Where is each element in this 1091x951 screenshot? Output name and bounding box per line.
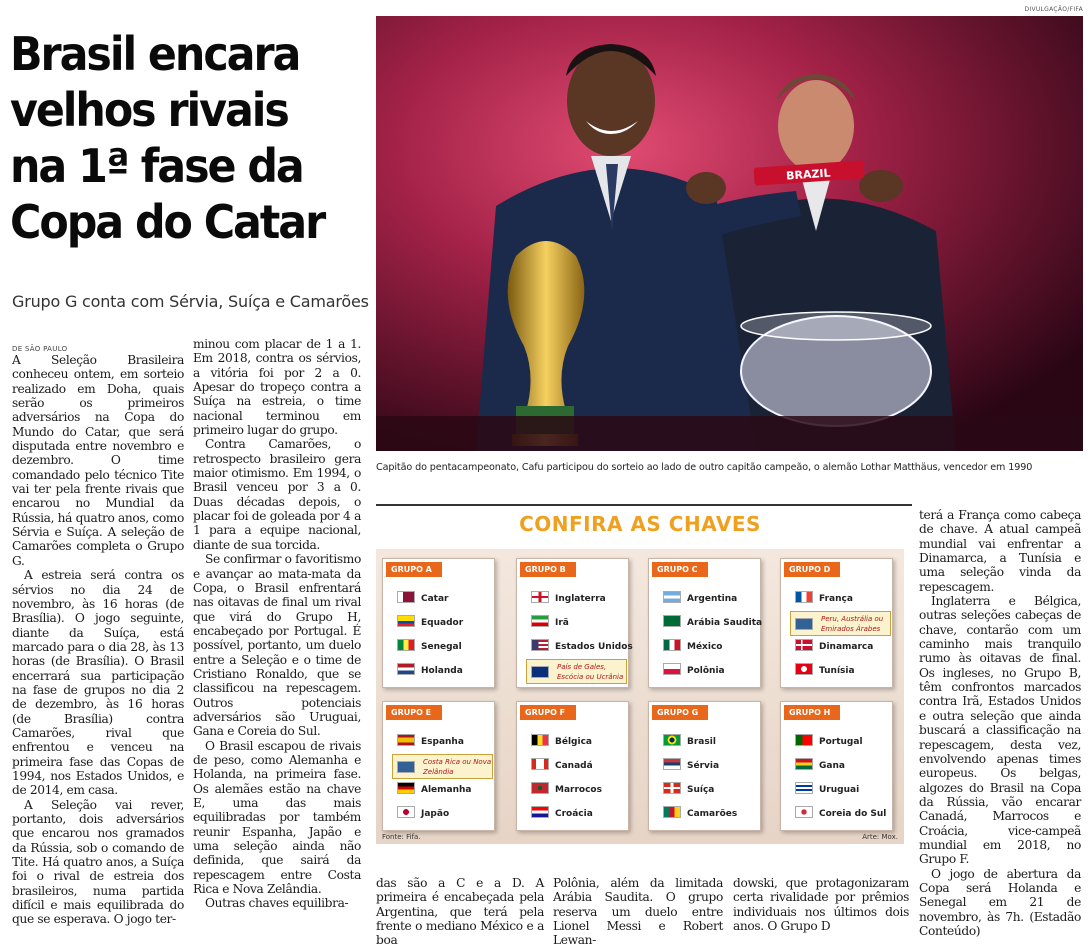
france-flag-icon bbox=[795, 591, 813, 603]
team-name: Peru, Austrália ou Emirados Árabes bbox=[821, 615, 884, 633]
graphic-title: CONFIRA AS CHAVES bbox=[519, 512, 761, 536]
subheadline: Grupo G conta com Sérvia, Suíça e Camarões bbox=[12, 292, 369, 311]
article-column-5 bbox=[733, 876, 909, 933]
team-name: França bbox=[819, 594, 853, 604]
team-row bbox=[663, 782, 714, 796]
group-name: GRUPO C bbox=[652, 562, 708, 577]
iran-flag-icon bbox=[531, 615, 549, 627]
poland-flag-icon bbox=[663, 663, 681, 675]
team-row bbox=[795, 591, 853, 605]
team-row bbox=[663, 663, 725, 677]
graphic-source: Fonte: Fifa. bbox=[382, 833, 421, 841]
croatia-flag-icon bbox=[531, 806, 549, 818]
team-name: Arábia Saudita bbox=[687, 618, 763, 628]
morocco-flag-icon bbox=[531, 782, 549, 794]
graphic-art-credit: Arte: Mox. bbox=[862, 833, 898, 841]
team-name: Dinamarca bbox=[819, 642, 874, 652]
group-card bbox=[382, 558, 495, 688]
ticket-text: BRAZIL bbox=[785, 166, 831, 183]
groups-graphic bbox=[376, 549, 904, 844]
team-row bbox=[397, 806, 449, 820]
paragraph: O jogo de abertura da Copa será Holanda e Senegal em 21 de novembro, às 7h. (Estadão Conteúdo) bbox=[919, 866, 1081, 938]
group-name: GRUPO H bbox=[784, 705, 840, 720]
uefa-flag-icon bbox=[531, 666, 549, 678]
team-name: Suíça bbox=[687, 785, 715, 795]
paragraph: O Brasil escapou de rivais de peso, como Alemanha e Holanda, na primeira fase. Os alemães estão na chave E, uma das mais equilibradas por também reunir Espanha, Japão e uma seleção ainda não definida, que sairá da repescagem entre Costa Rica e Nova Zelândia. bbox=[193, 738, 361, 897]
team-row bbox=[531, 806, 593, 820]
belgium-flag-icon bbox=[531, 734, 549, 746]
headline-line: Brasil encara bbox=[10, 27, 300, 81]
team-row bbox=[397, 734, 464, 748]
spain-flag-icon bbox=[397, 734, 415, 746]
article-column-4 bbox=[553, 876, 723, 948]
team-name: Brasil bbox=[687, 737, 716, 747]
group-card bbox=[516, 701, 629, 831]
ecuador-flag-icon bbox=[397, 615, 415, 627]
headline-line: Copa do Catar bbox=[10, 195, 325, 249]
team-name: Camarões bbox=[687, 809, 738, 819]
group-card bbox=[780, 701, 893, 831]
team-row bbox=[663, 758, 719, 772]
team-name: Japão bbox=[421, 809, 450, 819]
paragraph: A estreia será contra os sérvios no dia 24 de novembro, às 16 horas (de Brasília). O jogo seguinte, diante da Suíça, está marcado para o dia 28, às 13 horas (de Brasília). O Brasil encerrará sua participação na fase de grupos no dia 2 de dezembro, às 16 horas (de Brasília) contra Camarões, rival que enfrentou e venceu na primeira fase das Copas de 1994, nos Estados Unidos, e de 2014, em casa. bbox=[12, 568, 184, 798]
team-row bbox=[795, 663, 855, 677]
korea-flag-icon bbox=[795, 806, 813, 818]
team-name: Marrocos bbox=[555, 785, 602, 795]
photo-caption: Capitão do pentacampeonato, Cafu participou do sorteio ao lado de outro capitão campeão, o alemão Lothar Matthäus, vencedor em 1990 bbox=[376, 462, 1033, 473]
team-name: Alemanha bbox=[421, 785, 472, 795]
paragraph: A Seleção Brasileira conheceu ontem, em sorteio realizado em Doha, quais serão os primeiros adversários na Copa do Mundo do Catar, que será disputada entre novembro e dezembro. O time comandado pelo técnico Tite vai ter pela frente rivais que encarou no Mundial da Rússia, há quatro anos, como Sérvia e Suíça. A seleção de Camarões completa o Grupo G. bbox=[12, 353, 185, 568]
photo-illustration bbox=[376, 16, 1083, 451]
paragraph: Inglaterra e Bélgica, outras seleções cabeças de chave, contarão com um caminho mais tranquilo rumo às oitavas de final. Os ingleses, no Grupo B, têm confrontos marcados contra Irã, Estados Unidos e outra seleção que ainda buscará a classificação na repescagem, desta vez, envolvendo apenas times europeus. Os belgas, algozes do Brasil na Copa da Rússia, vão encarar Canadá, Marrocos e Croácia, vice-campeã mundial em 2018, no Grupo F. bbox=[919, 594, 1081, 867]
group-card bbox=[780, 558, 893, 688]
canada-flag-icon bbox=[531, 758, 549, 770]
denmark-flag-icon bbox=[795, 639, 813, 651]
group-card bbox=[648, 558, 761, 688]
fifa-flag-icon bbox=[795, 618, 813, 630]
uruguay-flag-icon bbox=[795, 782, 813, 794]
team-name: Costa Rica ou Nova Zelândia bbox=[423, 758, 492, 776]
team-name: México bbox=[687, 642, 723, 652]
paragraph: das são a C e a D. A primeira é encabeçada pela Argentina, que terá pela frente o mediano México e a boa bbox=[376, 876, 544, 948]
team-name: Croácia bbox=[555, 809, 593, 819]
team-name: Estados Unidos bbox=[555, 642, 633, 652]
mexico-flag-icon bbox=[663, 639, 681, 651]
article-column-3 bbox=[376, 876, 544, 948]
team-row bbox=[397, 591, 449, 605]
netherlands-flag-icon bbox=[397, 663, 415, 675]
group-card bbox=[516, 558, 633, 688]
team-name: Equador bbox=[421, 618, 464, 628]
team-name: Tunísia bbox=[819, 666, 855, 676]
team-row bbox=[531, 782, 602, 796]
article-column-6 bbox=[919, 508, 1081, 938]
team-row bbox=[663, 639, 722, 653]
team-name: Gana bbox=[819, 761, 845, 771]
team-row bbox=[663, 591, 737, 605]
article-column-2 bbox=[193, 337, 361, 911]
group-name: GRUPO E bbox=[386, 705, 442, 720]
saudi-flag-icon bbox=[663, 615, 681, 627]
group-name: GRUPO B bbox=[520, 562, 576, 577]
team-row bbox=[397, 639, 462, 653]
team-name: Portugal bbox=[819, 737, 863, 747]
section-rule bbox=[376, 504, 912, 506]
group-name: GRUPO A bbox=[386, 562, 442, 577]
switzerland-flag-icon bbox=[663, 782, 681, 794]
ghana-flag-icon bbox=[795, 758, 813, 770]
team-name: Bélgica bbox=[555, 737, 592, 747]
tunisia-flag-icon bbox=[795, 663, 813, 675]
team-row bbox=[663, 734, 716, 748]
playoff-team-slot bbox=[392, 754, 493, 779]
team-row bbox=[795, 639, 873, 653]
team-name: Irã bbox=[555, 618, 569, 628]
portugal-flag-icon bbox=[795, 734, 813, 746]
group-name: GRUPO G bbox=[652, 705, 708, 720]
team-name: Holanda bbox=[421, 666, 463, 676]
serbia-flag-icon bbox=[663, 758, 681, 770]
team-row bbox=[531, 639, 633, 653]
team-row bbox=[531, 758, 593, 772]
team-name: Polônia bbox=[687, 666, 725, 676]
playoff-team-slot bbox=[790, 611, 891, 636]
headline bbox=[10, 26, 340, 250]
byline: DE SÃO PAULO bbox=[12, 345, 68, 353]
brazil-flag-icon bbox=[663, 734, 681, 746]
paragraph: A Seleção vai rever, portanto, dois adversários que encarou nos gramados da Rússia, sob o comando de Tite. Há quatro anos, a Suíça foi o rival de estreia dos brasileiros, numa partida difícil e mais equilibrada do que se esperava. O jogo ter- bbox=[12, 797, 184, 927]
team-name: Coreia do Sul bbox=[819, 809, 887, 819]
team-name: Catar bbox=[421, 594, 449, 604]
playoff-team-slot bbox=[526, 659, 627, 684]
team-row bbox=[531, 615, 569, 629]
paragraph: Outras chaves equilibra- bbox=[205, 896, 349, 911]
team-name: Canadá bbox=[555, 761, 593, 771]
article-column-1 bbox=[12, 353, 184, 927]
usa-flag-icon bbox=[531, 639, 549, 651]
team-name: Sérvia bbox=[687, 761, 720, 771]
team-name: País de Gales, Escócia ou Ucrânia bbox=[557, 663, 624, 681]
photo-credit: DIVULGAÇÃO/FIFA bbox=[1024, 6, 1083, 13]
headline-line: velhos rivais bbox=[10, 83, 288, 137]
paragraph: terá a França como cabeça de chave. A atual campeã mundial vai enfrentar a Dinamarca, a Tunísia e uma seleção vinda da repescagem. bbox=[919, 508, 1081, 594]
team-name: Inglaterra bbox=[555, 594, 606, 604]
fifa-flag-icon bbox=[397, 761, 415, 773]
senegal-flag-icon bbox=[397, 639, 415, 651]
team-row bbox=[663, 806, 737, 820]
draw-ceremony-photo bbox=[376, 16, 1083, 451]
group-name: GRUPO D bbox=[784, 562, 840, 577]
group-card bbox=[382, 701, 495, 831]
team-row bbox=[397, 615, 463, 629]
paragraph: Se confirmar o favoritismo e avançar ao mata-mata da Copa, o Brasil enfrentará nas oitavas de final um rival que virá do Grupo H, encabeçado por Portugal. É possível, portanto, um duelo entre a Seleção e o time de Cristiano Ronaldo, que se classificou na repescagem. Outros potenciais adversários são Uruguai, Gana e Coreia do Sul. bbox=[193, 552, 361, 739]
team-row bbox=[531, 591, 606, 605]
team-name: Uruguai bbox=[819, 785, 860, 795]
team-row bbox=[795, 782, 859, 796]
team-row bbox=[397, 782, 472, 796]
team-row bbox=[531, 734, 592, 748]
team-name: Senegal bbox=[421, 642, 462, 652]
paragraph: Contra Camarões, o retrospecto brasileiro gera maior otimismo. Em 1994, o Brasil venceu por 3 a 0. Duas décadas depois, o placar foi de goleada por 4 a 1 para a equipe nacional, diante de sua torcida. bbox=[193, 437, 361, 552]
team-name: Argentina bbox=[687, 594, 738, 604]
england-flag-icon bbox=[531, 591, 549, 603]
japan-flag-icon bbox=[397, 806, 415, 818]
team-name: Espanha bbox=[421, 737, 464, 747]
cameroon-flag-icon bbox=[663, 806, 681, 818]
paragraph: dowski, que protagonizaram certa rivalidade por prêmios individuais nos últimos dois anos. O Grupo D bbox=[733, 876, 909, 934]
team-row bbox=[663, 615, 762, 629]
team-row bbox=[397, 663, 463, 677]
paragraph: Polônia, além da limitada Arábia Saudita. O grupo reserva um duelo entre Lionel Messi e Robert Lewan- bbox=[553, 876, 723, 948]
headline-line: na 1ª fase da bbox=[10, 139, 303, 193]
team-row bbox=[795, 806, 886, 820]
group-card bbox=[648, 701, 761, 831]
team-row bbox=[795, 734, 863, 748]
paragraph: minou com placar de 1 a 1. Em 2018, contra os sérvios, a vitória foi por 2 a 0. Apesar do tropeço contra a Suíça na estreia, o time nacional terminou em primeiro lugar do grupo. bbox=[193, 337, 361, 438]
team-row bbox=[795, 758, 845, 772]
group-name: GRUPO F bbox=[520, 705, 576, 720]
argentina-flag-icon bbox=[663, 591, 681, 603]
germany-flag-icon bbox=[397, 782, 415, 794]
qatar-flag-icon bbox=[397, 591, 415, 603]
